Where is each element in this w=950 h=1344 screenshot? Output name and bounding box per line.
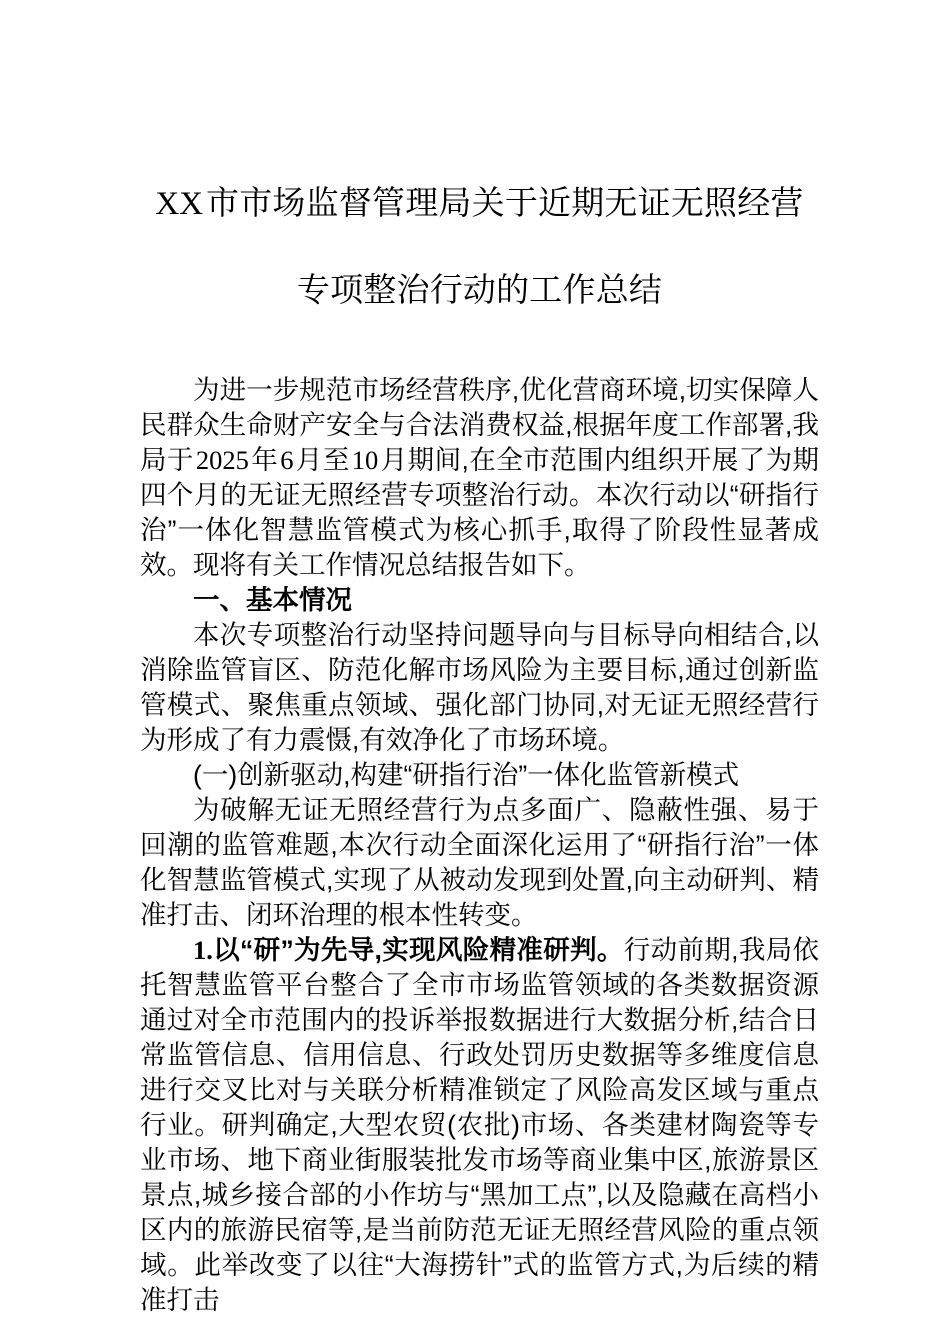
intro-month-end: 10 [351, 445, 379, 475]
section-heading-1: 一、基本情况 [193, 585, 352, 615]
subsection-heading-1: (一)创新驱动,构建“研指行治”一体化监管新模式 [193, 760, 740, 790]
paragraph-section-1-body: 本次专项整治行动坚持问题导向与目标导向相结合,以消除监管盲区、防范化解市场风险为主要目标,通过创新监管模式、聚焦重点领域、强化部门协同,对无证无照经营行为形成了有力震慑,有效净化了市场环境。 [140, 620, 819, 755]
page-title [140, 160, 819, 332]
intro-year: 2025 [195, 445, 249, 475]
title-text: 市市场监督管理局关于近期无证无照经营专项整治行动的工作总结 [206, 184, 804, 308]
title-block [140, 0, 819, 332]
item-1-number: 1. [193, 935, 213, 965]
intro-text-a: 为进一步规范市场经营秩序,优化营商环境,切实保障人民群众生命财产安全与合法消费权益,根据年度工作部署,我局于 [140, 375, 819, 475]
intro-text-c: 月至 [295, 445, 350, 475]
item-1-body: 行动前期,我局依托智慧监管平台整合了全市市场监管领域的各类数据资源通过对全市范围内的投诉举报数据进行大数据分析,结合日常监管信息、信用信息、行政处罚历史数据等多维度信息进行交叉比对与关联分析精准锁定了风险高发区域与重点行业。研判确定,大型农贸(农批)市场、各类建材陶瓷等专业市场、地下商业街服装批发市场等商业集中区,旅游景区景点,城乡接合部的小作坊与“黑加工点”,以及隐藏在高档小区内的旅游民宿等,是当前防范无证无照经营风险的重点领域。此举改变了以往“大海捞针”式的监管方式,为后续的精准打击 [140, 935, 819, 1315]
intro-text-d: 月期间,在全市范围内组织开展了为期四个月的无证无照经营专项整治行动。本次行动以“研指行治”一体化智慧监管模式为核心抓手,取得了阶段性显著成效。现将有关工作情况总结报告如下。 [140, 445, 820, 580]
item-1-bold-lead: 以“研”为先导,实现风险精准研判。 [212, 935, 624, 965]
title-latin-prefix: XX [155, 186, 204, 222]
document-content [140, 0, 819, 1318]
intro-month-start: 6 [280, 445, 294, 475]
intro-text-b: 年 [250, 445, 279, 475]
paragraph-subsection-1-body: 为破解无证无照经营行为点多面广、隐蔽性强、易于回潮的监管难题,本次行动全面深化运用了“研指行治”一体化智慧监管模式,实现了从被动发现到处置,向主动研判、精准打击、闭环治理的根本性转变。 [140, 795, 819, 930]
paragraph-item-1 [140, 933, 819, 1318]
paragraph-introduction [140, 373, 819, 583]
body-block [140, 332, 819, 1318]
